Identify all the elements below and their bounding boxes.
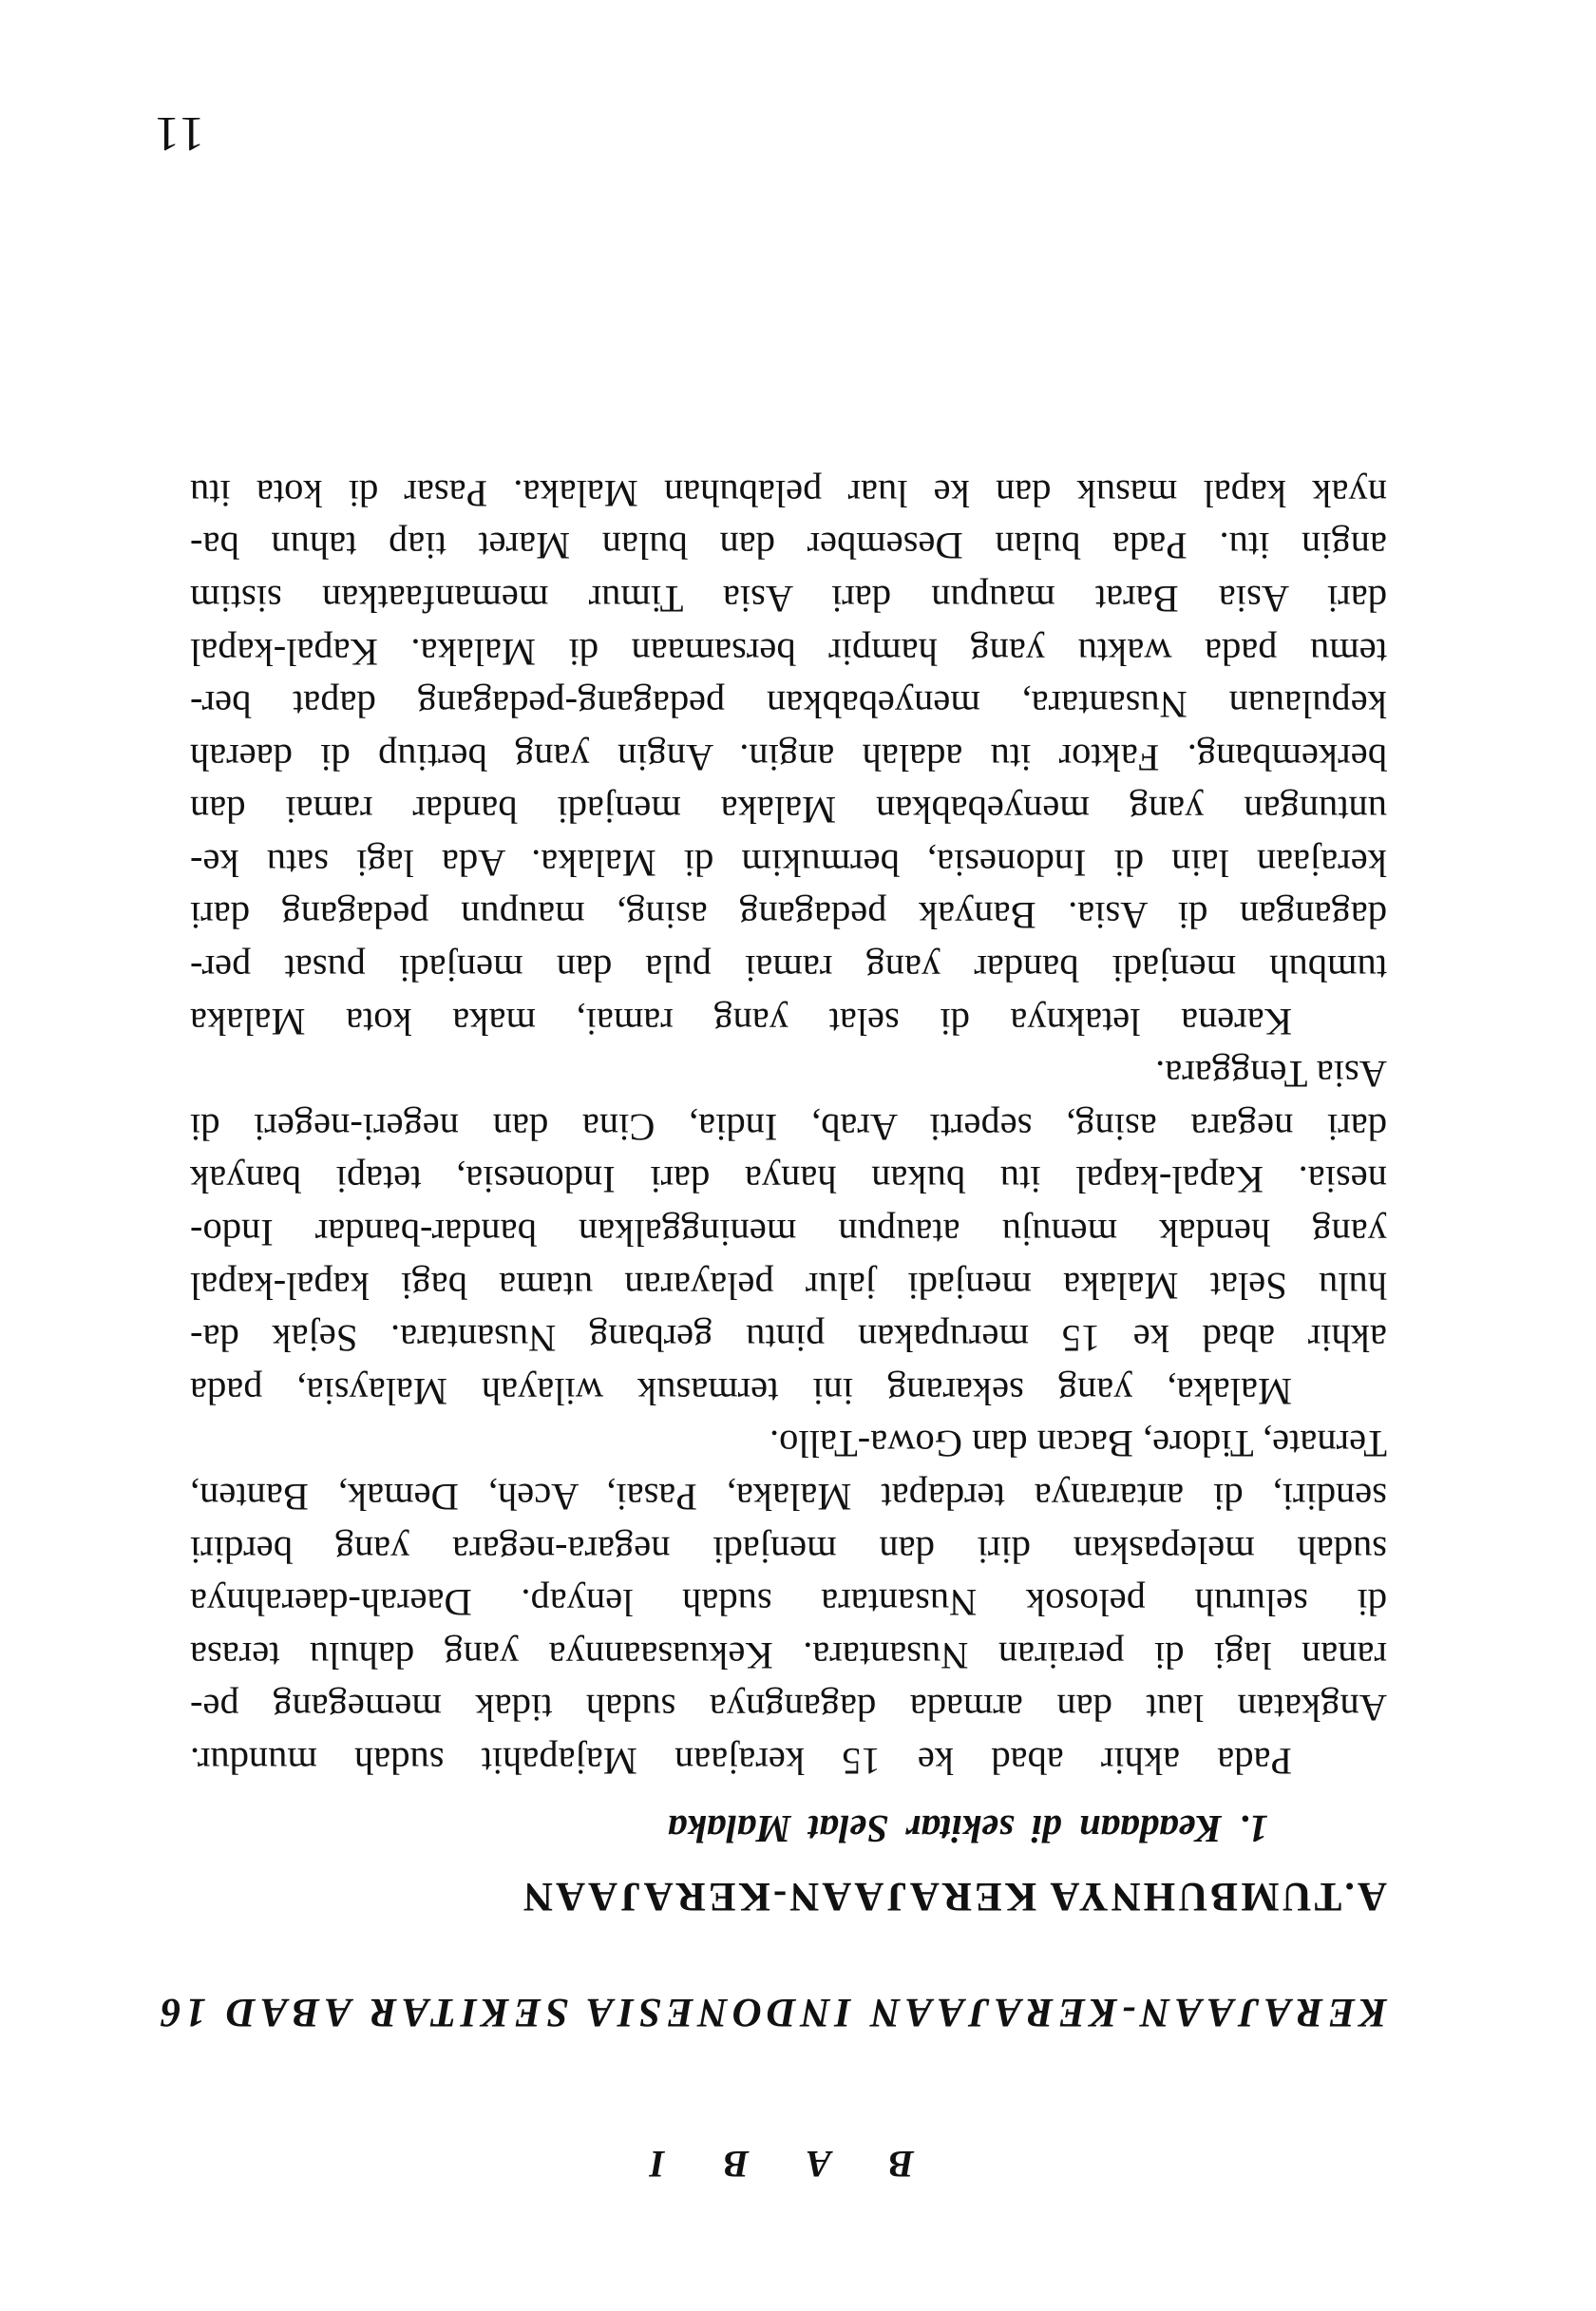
text-line: nyak kapal masuk dan ke luar pelabuhan Malaka. Pasar di kota itu — [190, 471, 1387, 515]
text-line: angin itu. Pada bulan Desember dan bulan Maret tiap tahun ba- — [190, 525, 1387, 568]
page-number: 11 — [152, 106, 204, 161]
text-line: Malaka, yang sekarang ini termasuk wilayah Malaysia, pada — [190, 1369, 1292, 1413]
text-line: dagangan di Asia. Banyak pedagang asing, maupun pedagang dari — [190, 894, 1387, 938]
paragraph-2 — [190, 1048, 1387, 1418]
text-line: hulu Selat Malaka menjadi jalur pelayaran utama bagi kapal-kapal — [190, 1264, 1387, 1308]
text-line: Angkatan laut dan armada dagangnya sudah tidak memegang pe- — [190, 1687, 1387, 1730]
text-line: sudah melepaskan diri dan menjadi negara-negara yang berdiri — [190, 1528, 1387, 1572]
chapter-title: KERAJAAN-KERAJAAN INDONESIA SEKITAR ABAD 16 — [156, 1990, 1387, 2034]
text-line: ranan lagi di perairan Nusantara. Kekuasaannya yang dahulu terasa — [190, 1633, 1387, 1677]
text-line: sendiri, di antaranya terdapat Malaka, Pasai, Aceh, Demak, Banten, — [190, 1476, 1387, 1519]
subsection-title: 1. Keadaan di sekitar Selat Malaka — [667, 1807, 1268, 1851]
paragraph-1 — [190, 1418, 1387, 1787]
text-line: Ternate, Tidore, Bacan dan Gowa-Tallo. — [769, 1423, 1387, 1466]
text-line: untungan yang menyebabkan Malaka menjadi bandar ramai dan — [190, 789, 1387, 832]
text-line: akhir abad ke 15 merupakan pintu gerbang Nusantara. Sejak da- — [190, 1317, 1387, 1361]
text-line: berkembang. Faktor itu adalah angin. Angin yang bertiup di daerah — [190, 735, 1387, 779]
text-line: tumbuh menjadi bandar yang ramai pula dan menjadi pusat per- — [190, 947, 1387, 991]
text-line: kerajaan lain di Indonesia, bermukim di Malaka. Ada lagi satu ke- — [190, 841, 1387, 885]
text-line: Pada akhir abad ke 15 kerajaan Majapahit sudah mundur. — [190, 1740, 1292, 1783]
chapter-label: B A B I — [625, 2143, 914, 2186]
text-line: kepulauan Nusantara, menyebabkan pedagang-pedagang dapat ber- — [190, 683, 1387, 727]
text-line: Asia Tenggara. — [1155, 1053, 1387, 1097]
paragraph-3 — [190, 467, 1387, 1048]
page-content — [156, 467, 1387, 2192]
text-line: dari Asia Barat maupun dari Asia Timur memanfaatkan sistim — [190, 577, 1387, 621]
text-line: Karena letaknya di selat yang ramai, maka kota Malaka — [190, 1000, 1292, 1043]
text-line: dari negara asing, seperti Arab, India, Cina dan negeri-negeri di — [190, 1105, 1387, 1149]
text-line: di seluruh pelosok Nusantara sudah lenyap. Daerah-daerahnya — [190, 1581, 1387, 1625]
text-line: nesia. Kapal-kapal itu bukan hanya dari Indonesia, tetapi banyak — [190, 1158, 1387, 1202]
text-line: temu pada waktu yang hampir bersamaan di Malaka. Kapal-kapal — [190, 630, 1387, 674]
text-line: yang hendak menuju ataupun meninggalkan bandar-bandar Indo- — [190, 1212, 1387, 1255]
section-title: A.TUMBUHNYA KERAJAAN-KERAJAAN — [521, 1874, 1387, 1919]
